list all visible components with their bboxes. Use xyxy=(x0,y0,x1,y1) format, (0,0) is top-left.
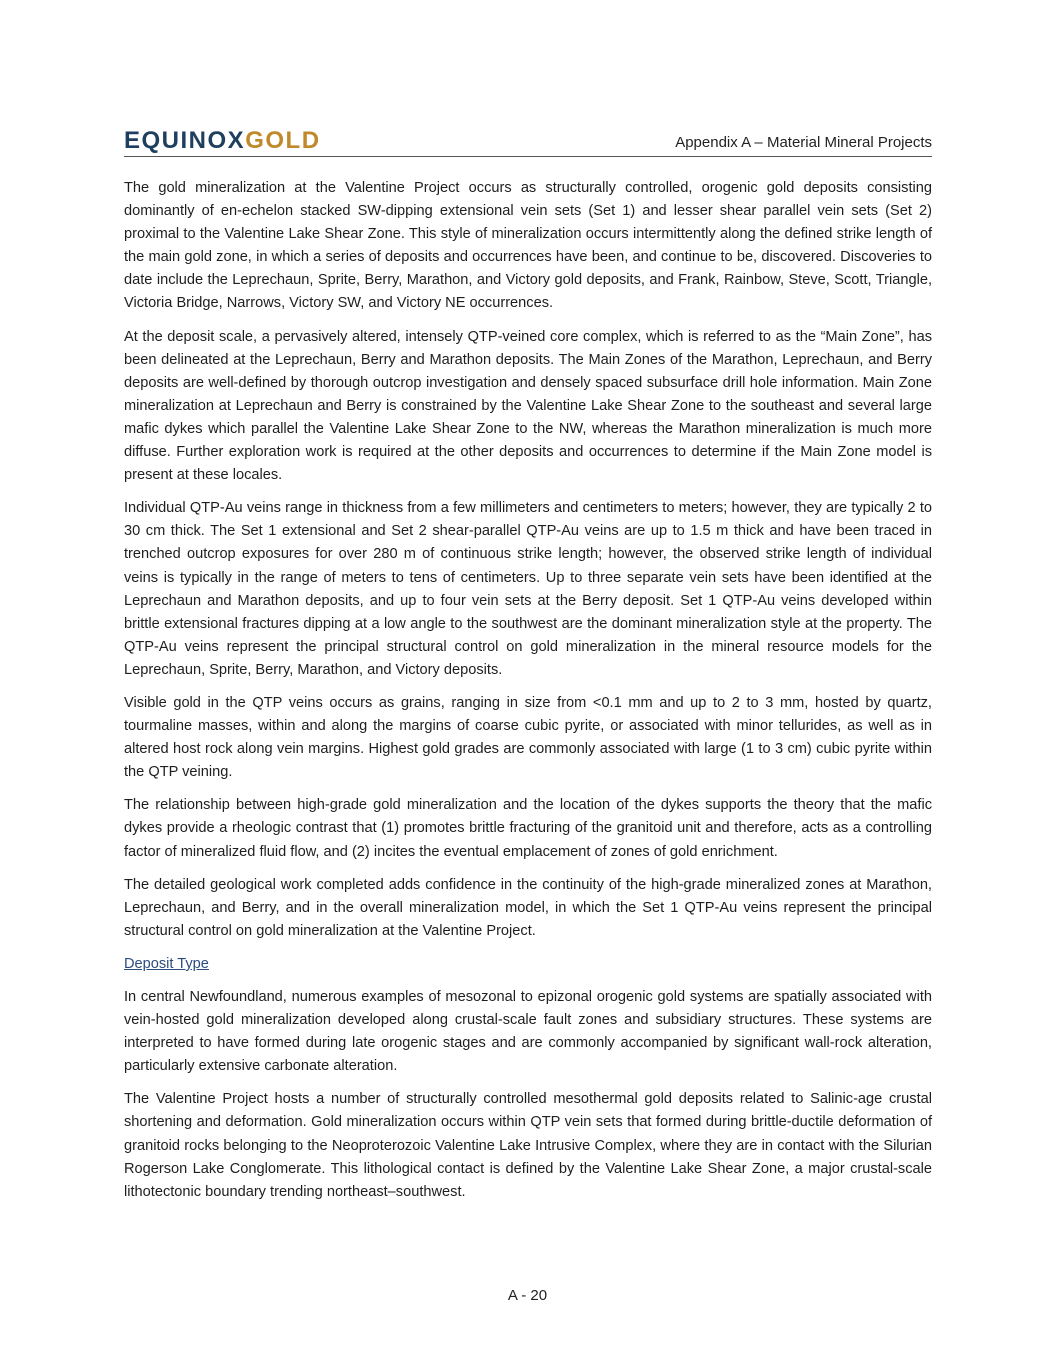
paragraph-dykes: The relationship between high-grade gold mineralization and the location of the dykes supports the theory that the mafic dykes provide a rheologic contrast that (1) promotes brittle fracturing of the granitoid unit and therefore, acts as a controlling factor of mineralized fluid flow, and (2) incites the eventual emplacement of zones of gold enrichment. xyxy=(124,797,932,860)
logo-text-equin: EQUIN xyxy=(124,127,208,154)
equinox-gold-logo xyxy=(124,128,321,154)
page-number: A - 20 xyxy=(507,1287,548,1304)
logo-text-gold: GOLD xyxy=(245,127,321,154)
paragraph-main-zone: At the deposit scale, a pervasively altered, intensely QTP-veined core complex, which is referred to as the “Main Zone”, has been delineated at the Leprechaun, Berry and Marathon deposits. The Main Zones of the Marathon, Leprechaun, and Berry deposits are well-defined by thorough outcrop investigation and densely spaced subsurface drill hole information. Main Zone mineralization at Leprechaun and Berry is constrained by the Valentine Lake Shear Zone to the southeast and several large mafic dykes which parallel the Valentine Lake Shear Zone to the NW, whereas the Marathon mineralization is much more diffuse. Further exploration work is required at the other deposits and occurrences to determine if the Main Zone model is present at these locales. xyxy=(124,328,932,484)
paragraph-geological-work: The detailed geological work completed adds confidence in the continuity of the high-grade mineralized zones at Marathon, Leprechaun, and Berry, and in the overall mineralization model, in which the Set 1 QTP-Au veins represent the principal structural control on gold mineralization at the Valentine Project. xyxy=(124,876,932,939)
paragraph-visible-gold: Visible gold in the QTP veins occurs as grains, ranging in size from <0.1 mm and up to 2 to 3 mm, hosted by quartz, tourmaline masses, within and along the margins of coarse cubic pyrite, or associated with minor tellurides, as well as in altered host rock along vein margins. Highest gold grades are commonly associated with large (1 to 3 cm) cubic pyrite within the QTP veining. xyxy=(124,694,932,781)
logo-text-ox: OX xyxy=(207,127,246,154)
paragraph-vein-thickness: Individual QTP-Au veins range in thickness from a few millimeters and centimeters to meters; however, they are typically 2 to 30 cm thick. The Set 1 extensional and Set 2 shear-parallel QTP-Au veins are up to 1.5 m thick and have been traced in trenched outcrop exposures for over 280 m of continuous strike length; however, the observed strike length of individual veins is typically in the range of meters to tens of centimeters. Up to three separate vein sets have been identified at the Leprechaun and Marathon deposits, and up to four vein sets at the Berry deposit. Set 1 QTP-Au veins developed within brittle extensional fractures dipping at a low angle to the southwest are the dominant mineralization style at the property. The QTP-Au veins represent the principal structural control on gold mineralization in the mineral resource models for the Leprechaun, Sprite, Berry, Marathon, and Victory deposits. xyxy=(124,500,932,678)
paragraph-newfoundland: In central Newfoundland, numerous examples of mesozonal to epizonal orogenic gold systems are spatially associated with vein-hosted gold mineralization developed along crustal-scale fault zones and subsidiary structures. These systems are interpreted to have formed during late orogenic stages and are commonly accompanied by significant wall-rock alteration, particularly extensive carbonate alteration. xyxy=(124,989,932,1075)
paragraph-valentine-project: The Valentine Project hosts a number of structurally controlled mesothermal gold deposits related to Salinic-age crustal shortening and deformation. Gold mineralization occurs within QTP vein sets that formed during brittle-ductile deformation of granitoid rocks belonging to the Neoproterozoic Valentine Lake Intrusive Complex, where they are in contact with the Silurian Rogerson Lake Conglomerate. This lithological contact is defined by the Valentine Lake Shear Zone, a major crustal-scale lithotectonic boundary trending northeast–southwest. xyxy=(124,1091,932,1200)
header-title: Appendix A – Material Mineral Projects xyxy=(675,134,932,151)
page-header xyxy=(124,128,932,157)
paragraph-mineralization-overview: The gold mineralization at the Valentine Project occurs as structurally controlled, orogenic gold deposits consisting dominantly of en-echelon stacked SW-dipping extensional vein sets (Set 1) and lesser shear parallel vein sets (Set 2) proximal to the Valentine Lake Shear Zone. This style of mineralization occurs intermittently along the defined strike length of the main gold zone, in which a series of deposits and occurrences have been, and continue to be, discovered. Discoveries to date include the Leprechaun, Sprite, Berry, Marathon, and Victory gold deposits, and Frank, Rainbow, Steve, Scott, Triangle, Victoria Bridge, Narrows, Victory SW, and Victory NE occurrences. xyxy=(124,180,932,312)
section-heading-deposit-type[interactable]: Deposit Type xyxy=(124,955,209,972)
document-body xyxy=(124,177,932,1214)
